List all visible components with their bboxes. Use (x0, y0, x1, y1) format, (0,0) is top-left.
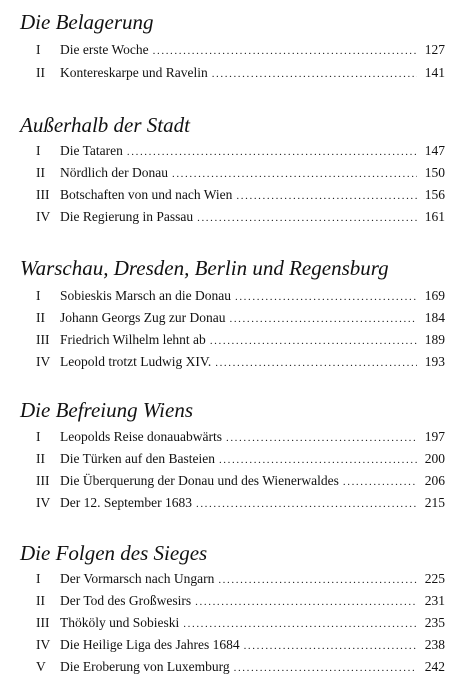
entry-number: II (36, 451, 45, 466)
dot-leader (172, 164, 417, 184)
entry-number: IV (36, 354, 51, 369)
toc-entry (36, 635, 445, 655)
entry-page: 215 (424, 495, 445, 510)
dot-leader (244, 636, 417, 656)
entry-page: 141 (424, 65, 445, 80)
toc-entry (36, 308, 445, 328)
dot-leader (343, 472, 417, 492)
entry-page: 150 (424, 165, 445, 180)
entry-page: 235 (424, 615, 445, 630)
dot-leader (236, 186, 417, 206)
entry-title: Die Heilige Liga des Jahres 1684 (60, 637, 240, 652)
entry-title: Thököly und Sobieski (60, 615, 180, 630)
entry-title: Leopolds Reise donauabwärts (60, 429, 222, 444)
entry-number: III (36, 187, 50, 202)
entry-number: II (36, 593, 45, 608)
toc-entry (36, 591, 445, 611)
entry-title: Nördlich der Donau (60, 165, 168, 180)
dot-leader (196, 494, 417, 514)
toc-entry (36, 427, 445, 447)
toc-entry (36, 207, 445, 227)
section-title: Warschau, Dresden, Berlin und Regensburg (20, 256, 389, 280)
toc-entry (36, 493, 445, 513)
entry-title: Die Eroberung von Luxemburg (60, 659, 230, 674)
toc-entry (36, 63, 445, 83)
toc-entry (36, 185, 445, 205)
dot-leader (219, 450, 417, 470)
entry-page: 242 (424, 659, 445, 674)
dot-leader (127, 142, 417, 162)
entry-page: 189 (424, 332, 445, 347)
entry-title: Johann Georgs Zug zur Donau (60, 310, 226, 325)
entry-title: Kontereskarpe und Ravelin (60, 65, 208, 80)
toc-entry (36, 330, 445, 350)
section-title: Die Befreiung Wiens (20, 398, 194, 422)
entry-number: III (36, 332, 50, 347)
entry-page: 197 (424, 429, 445, 444)
entry-title: Friedrich Wilhelm lehnt ab (60, 332, 206, 347)
toc-entry (36, 449, 445, 469)
entry-title: Sobieskis Marsch an die Donau (60, 288, 231, 303)
dot-leader (215, 353, 417, 373)
section-title: Die Belagerung (20, 10, 154, 34)
dot-leader (197, 208, 417, 228)
entry-number: I (36, 288, 41, 303)
entry-page: 147 (424, 143, 445, 158)
entry-number: II (36, 310, 45, 325)
entry-page: 169 (424, 288, 445, 303)
entry-title: Botschaften von und nach Wien (60, 187, 233, 202)
dot-leader (234, 658, 417, 678)
entry-title: Der Tod des Großwesirs (60, 593, 192, 608)
entry-title: Der Vormarsch nach Ungarn (60, 571, 215, 586)
entry-number: IV (36, 495, 51, 510)
toc-entry (36, 613, 445, 633)
toc-entry (36, 657, 445, 677)
entry-title: Die Überquerung der Donau und des Wienerwaldes (60, 473, 339, 488)
entry-page: 225 (424, 571, 445, 586)
entry-page: 200 (424, 451, 445, 466)
toc-entry (36, 569, 445, 589)
dot-leader (210, 331, 417, 351)
entry-page: 184 (424, 310, 445, 325)
entry-page: 156 (424, 187, 445, 202)
entry-number: I (36, 143, 41, 158)
section-title: Die Folgen des Sieges (20, 541, 208, 565)
entry-number: I (36, 42, 41, 57)
entry-number: II (36, 165, 45, 180)
entry-page: 127 (424, 42, 445, 57)
entry-number: IV (36, 637, 51, 652)
dot-leader (229, 309, 417, 329)
entry-page: 161 (424, 209, 445, 224)
entry-title: Die erste Woche (60, 42, 149, 57)
entry-number: III (36, 473, 50, 488)
dot-leader (212, 64, 417, 84)
section-title: Außerhalb der Stadt (20, 113, 190, 137)
entry-title: Die Türken auf den Basteien (60, 451, 215, 466)
entry-page: 206 (424, 473, 445, 488)
toc-entry (36, 40, 445, 60)
entry-number: IV (36, 209, 51, 224)
toc-entry (36, 141, 445, 161)
toc-entry (36, 163, 445, 183)
entry-title: Die Regierung in Passau (60, 209, 194, 224)
toc-entry (36, 352, 445, 372)
entry-number: III (36, 615, 50, 630)
toc-entry (36, 471, 445, 491)
entry-number: II (36, 65, 45, 80)
dot-leader (183, 614, 417, 634)
entry-number: I (36, 429, 41, 444)
dot-leader (226, 428, 417, 448)
dot-leader (218, 570, 417, 590)
entry-title: Die Tataren (60, 143, 123, 158)
entry-number: I (36, 571, 41, 586)
dot-leader (195, 592, 417, 612)
dot-leader (153, 41, 417, 61)
entry-title: Der 12. September 1683 (60, 495, 192, 510)
toc-entry (36, 286, 445, 306)
entry-page: 193 (424, 354, 445, 369)
entry-title: Leopold trotzt Ludwig XIV. (60, 354, 212, 369)
dot-leader (235, 287, 417, 307)
entry-number: V (36, 659, 46, 674)
entry-page: 238 (424, 637, 445, 652)
entry-page: 231 (424, 593, 445, 608)
